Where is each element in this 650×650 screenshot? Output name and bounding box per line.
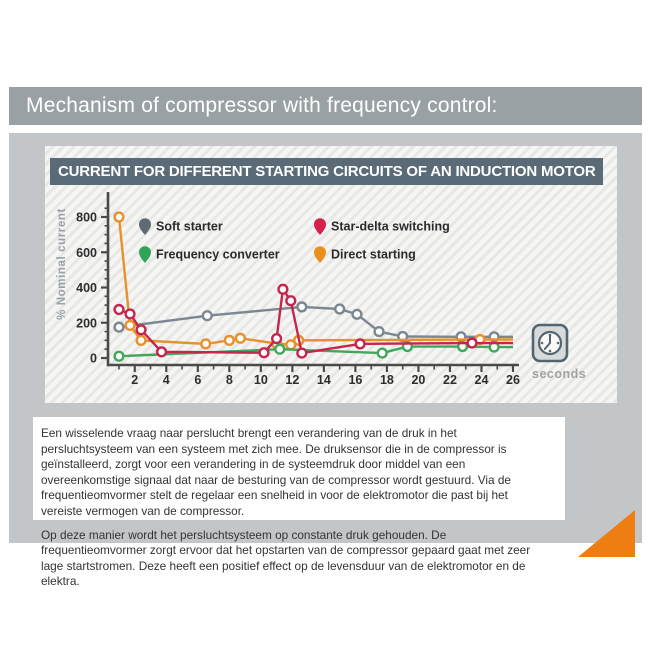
x-tick-label: 8 bbox=[225, 373, 233, 387]
x-tick-label: 26 bbox=[506, 373, 520, 387]
data-point-direct-starting bbox=[137, 336, 146, 345]
x-tick-label: 24 bbox=[474, 373, 489, 387]
x-tick-label: 20 bbox=[411, 373, 426, 387]
y-tick-label: 400 bbox=[76, 281, 97, 295]
data-point-star-delta-switching bbox=[279, 285, 288, 294]
data-point-direct-starting bbox=[236, 334, 245, 343]
chart-plot bbox=[76, 192, 520, 387]
legend-pin-icon-direct-starting bbox=[314, 246, 326, 263]
clock-icon bbox=[533, 325, 567, 361]
data-point-soft-starter bbox=[375, 327, 384, 336]
x-tick-label: 6 bbox=[194, 373, 202, 387]
legend-pin-icon-soft-starter bbox=[139, 218, 151, 235]
data-point-star-delta-switching bbox=[115, 305, 124, 314]
x-tick-label: 2 bbox=[131, 373, 139, 387]
y-tick-label: 800 bbox=[76, 210, 97, 225]
data-point-frequency-converter bbox=[378, 349, 387, 358]
legend-label-frequency-converter: Frequency converter bbox=[156, 247, 280, 262]
x-axis-unit-label: seconds bbox=[532, 367, 587, 381]
x-tick-label: 22 bbox=[443, 373, 457, 387]
description-paragraph-1: Een wisselende vraag naar perslucht brengt een verandering van de druk in het persluchtsysteem van een systeem met zich mee. De druksensor die in de compressor is geïnstalleerd, zorgt voor een verandering in de systeemdruk door middel van een overeenkomstige signaal dat naar de besturing van de compressor wordt gestuurd. Via de frequentieomvormer stelt de regelaar een snelheid in voor de elektromotor die past bij het vereiste vermogen van de compressor. bbox=[41, 426, 511, 518]
data-point-soft-starter bbox=[203, 311, 212, 320]
data-point-direct-starting bbox=[115, 213, 124, 222]
page-title: Mechanism of compressor with frequency control: bbox=[9, 87, 642, 125]
data-point-direct-starting bbox=[126, 321, 135, 330]
legend-pin-icon-frequency-converter bbox=[139, 246, 151, 263]
description-paragraph-2: Op deze manier wordt het persluchtsysteem op constante druk gehouden. De frequentieomvormer zorgt ervoor dat het opstarten van de compressor gepaard gaat met zeer lage startstromen. Deze heeft een positief effect op de levensduur van de elektromotor en de elektra. bbox=[41, 527, 531, 589]
data-point-frequency-converter bbox=[115, 352, 124, 361]
data-point-star-delta-switching bbox=[260, 348, 269, 357]
legend-pin-icon-star-delta-switching bbox=[314, 218, 326, 235]
content-panel bbox=[9, 133, 642, 589]
x-tick-label: 14 bbox=[316, 373, 331, 387]
series-line-soft-starter bbox=[119, 307, 513, 337]
legend-label-soft-starter: Soft starter bbox=[156, 219, 223, 234]
data-point-star-delta-switching bbox=[468, 339, 477, 348]
series-line-direct-starting bbox=[119, 217, 513, 345]
x-tick-label: 18 bbox=[379, 373, 394, 387]
y-tick-label: 0 bbox=[90, 351, 97, 366]
data-point-star-delta-switching bbox=[356, 340, 365, 349]
data-point-star-delta-switching bbox=[137, 325, 146, 334]
x-tick-label: 4 bbox=[162, 373, 170, 387]
data-point-soft-starter bbox=[115, 323, 124, 332]
chart-panel bbox=[45, 146, 617, 403]
y-tick-label: 600 bbox=[76, 245, 97, 260]
data-point-star-delta-switching bbox=[272, 334, 281, 343]
data-point-direct-starting bbox=[225, 336, 234, 345]
chart-title: CURRENT FOR DIFFERENT STARTING CIRCUITS OF AN INDUCTION MOTOR bbox=[50, 158, 603, 185]
data-point-soft-starter bbox=[335, 305, 344, 314]
data-point-star-delta-switching bbox=[126, 310, 135, 319]
legend-label-star-delta-switching: Star-delta switching bbox=[331, 219, 450, 234]
data-point-direct-starting bbox=[201, 340, 210, 349]
data-point-star-delta-switching bbox=[157, 347, 166, 356]
data-point-soft-starter bbox=[353, 310, 362, 319]
y-axis-label: % Nominal current bbox=[56, 208, 68, 320]
y-tick-label: 200 bbox=[76, 316, 97, 331]
x-tick-label: 12 bbox=[285, 373, 300, 387]
x-tick-label: 10 bbox=[253, 373, 268, 387]
legend-label-direct-starting: Direct starting bbox=[331, 247, 416, 262]
data-point-star-delta-switching bbox=[297, 349, 306, 358]
data-point-star-delta-switching bbox=[286, 296, 295, 305]
data-point-frequency-converter bbox=[275, 345, 284, 354]
data-point-soft-starter bbox=[297, 302, 306, 311]
description-panel bbox=[33, 417, 565, 589]
x-tick-label: 16 bbox=[348, 373, 363, 387]
